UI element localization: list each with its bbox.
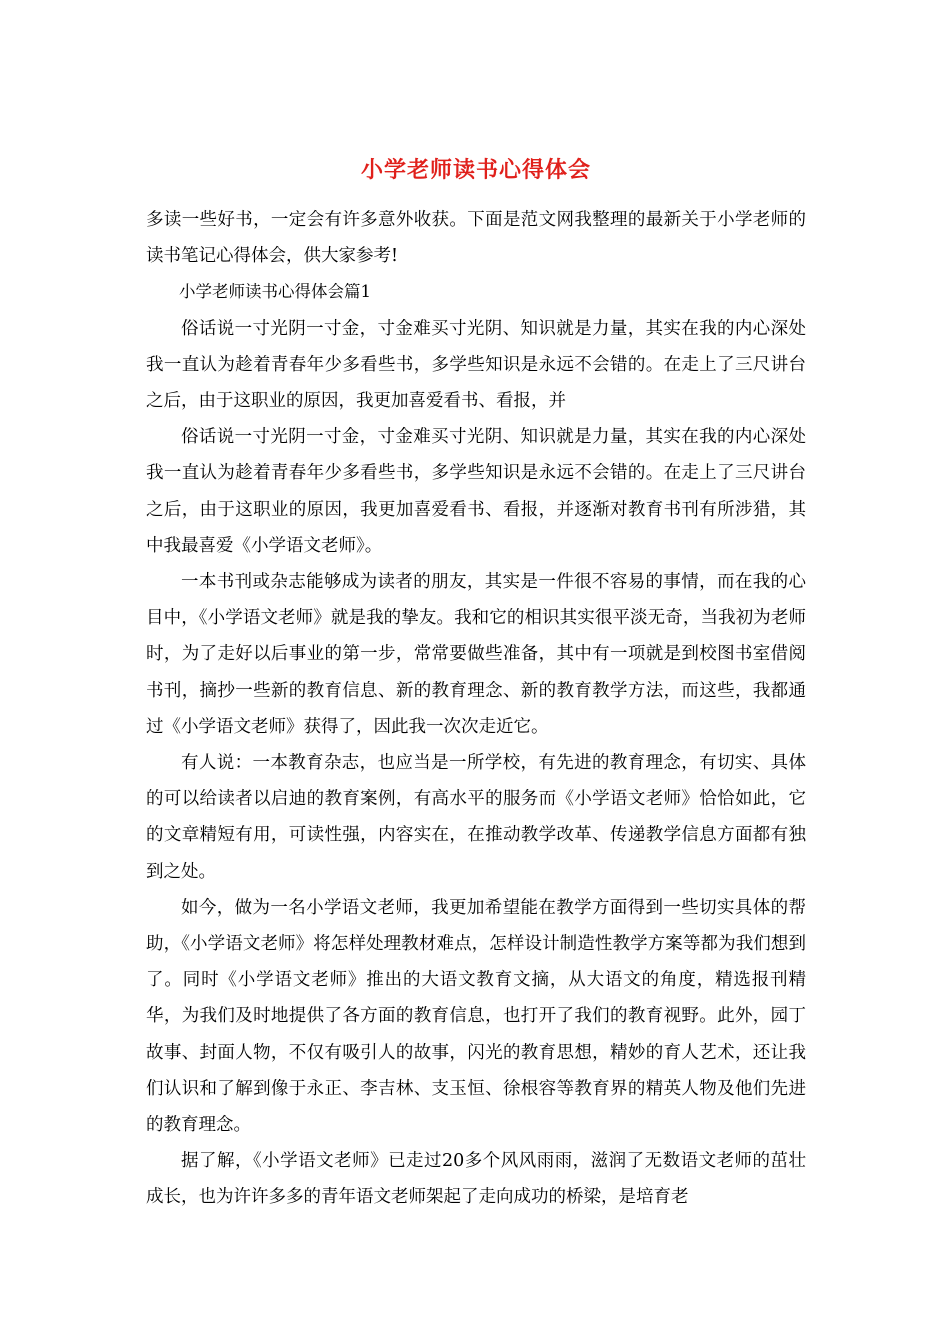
body-paragraph-3: 一本书刊或杂志能够成为读者的朋友，其实是一件很不容易的事情，而在我的心目中，《小学语文老师》就是我的挚友。我和它的相识其实很平淡无奇，当我初为老师时，为了走好以后事业的第一步，常常要做些准备，其中有一项就是到校图书室借阅书刊，摘抄一些新的教育信息、新的教育理念、新的教育教学方法，而这些，我都通过《小学语文老师》获得了，因此我一次次走近它。 <box>146 572 806 737</box>
body-paragraph-5: 如今，做为一名小学语文老师，我更加希望能在教学方面得到一些切实具体的帮助，《小学语文老师》将怎样处理教材难点，怎样设计制造性教学方案等都为我们想到了。同时《小学语文老师》推出的大语文教育文摘，从大语文的角度，精选报刊精华，为我们及时地提供了各方面的教育信息，也打开了我们的教育视野。此外，园丁故事、封面人物，不仅有吸引人的故事，闪光的教育思想，精妙的育人艺术，还让我们认识和了解到像于永正、李吉林、支玉恒、徐根容等教育界的精英人物及他们先进的教育理念。 <box>146 897 806 1136</box>
document-page <box>146 150 806 1216</box>
body-paragraph-4: 有人说：一本教育杂志，也应当是一所学校，有先进的教育理念，有切实、具体的可以给读者以启迪的教育案例，有高水平的服务而《小学语文老师》恰恰如此，它的文章精短有用，可读性强，内容实在，在推动教学改革、传递教学信息方面都有独到之处。 <box>146 753 806 882</box>
body-paragraph-2: 俗话说一寸光阴一寸金，寸金难买寸光阴、知识就是力量，其实在我的内心深处我一直认为趁着青春年少多看些书，多学些知识是永远不会错的。在走上了三尺讲台之后，由于这职业的原因，我更加喜爱看书、看报，并逐渐对教育书刊有所涉猎，其中我最喜爱《小学语文老师》。 <box>146 427 806 556</box>
body-paragraph-1: 俗话说一寸光阴一寸金，寸金难买寸光阴、知识就是力量，其实在我的内心深处我一直认为趁着青春年少多看些书，多学些知识是永远不会错的。在走上了三尺讲台之后，由于这职业的原因，我更加喜爱看书、看报，并 <box>146 318 806 412</box>
document-title: 小学老师读书心得体会 <box>360 157 591 183</box>
body-paragraph-6: 据了解，《小学语文老师》已走过20多个风风雨雨，滋润了无数语文老师的茁壮成长，也为许许多多的青年语文老师架起了走向成功的桥梁，是培育老 <box>146 1151 806 1208</box>
intro-paragraph: 多读一些好书，一定会有许多意外收获。下面是范文网我整理的最新关于小学老师的读书笔记心得体会，供大家参考! <box>146 210 806 267</box>
section-heading: 小学老师读书心得体会篇1 <box>179 282 371 302</box>
